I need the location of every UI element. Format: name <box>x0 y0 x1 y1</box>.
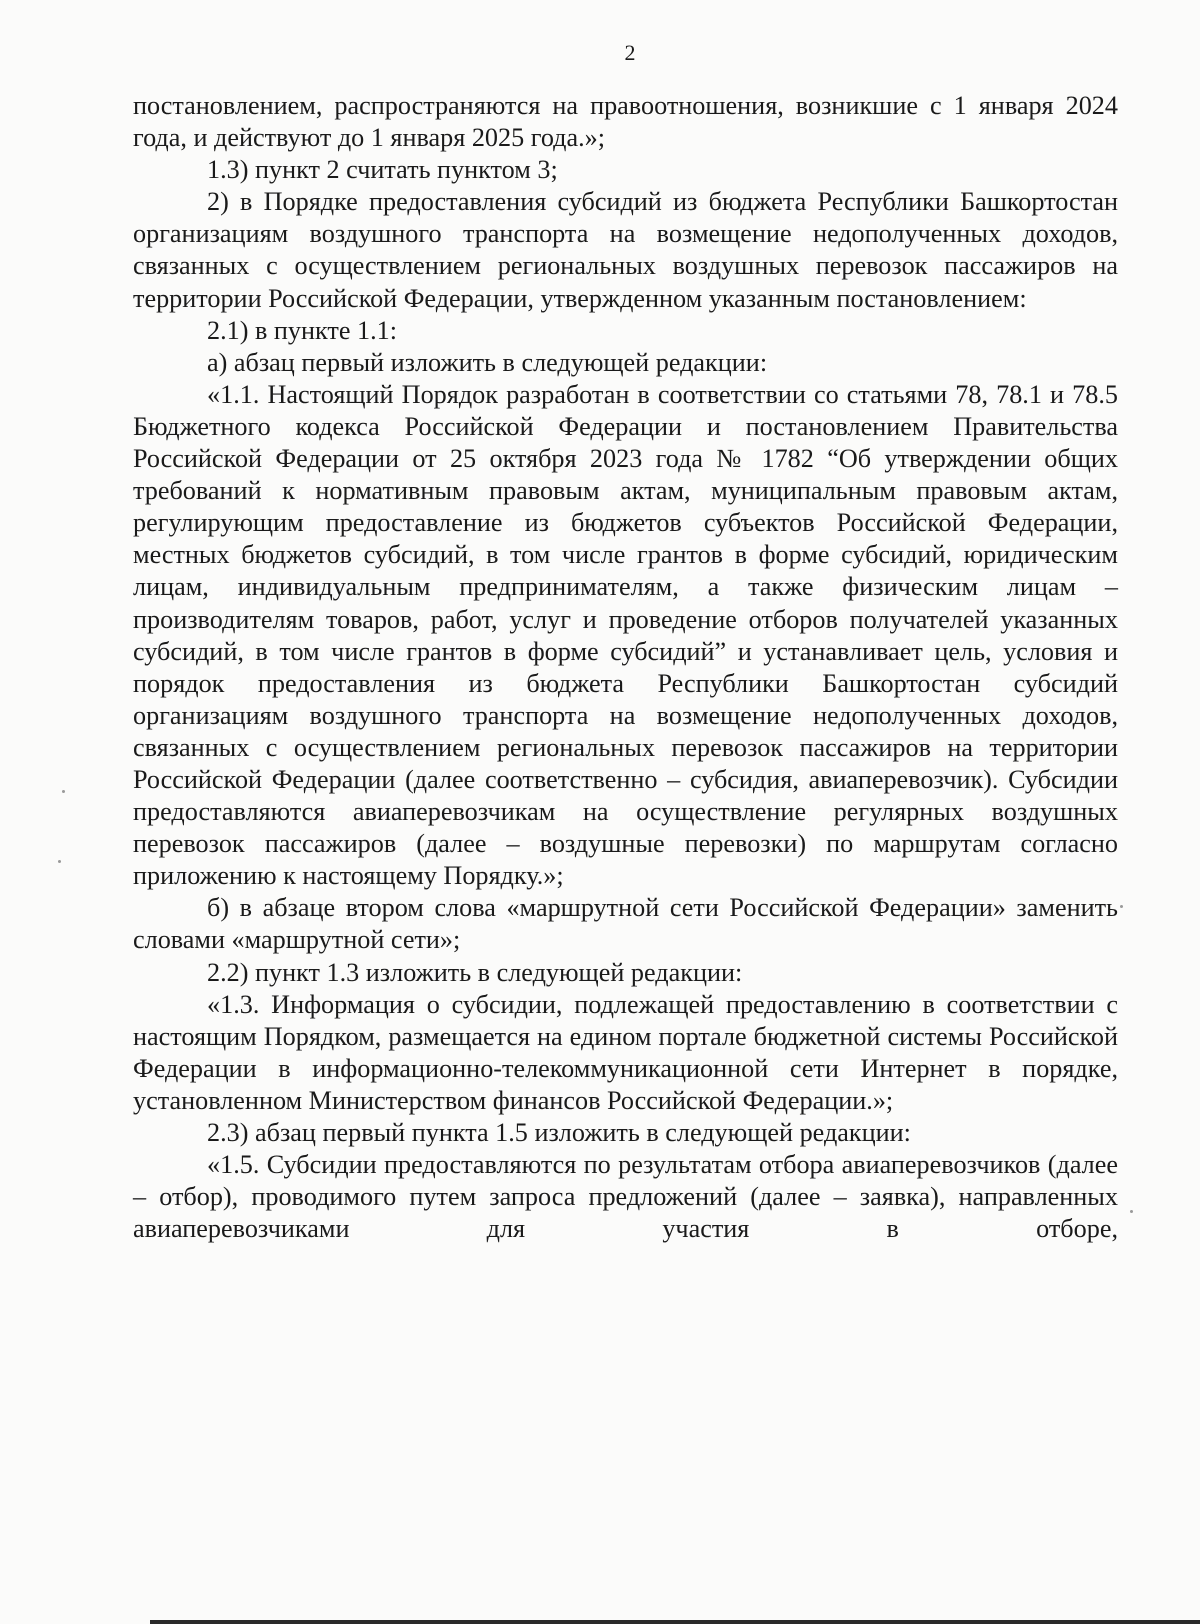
page-number: 2 <box>624 40 636 65</box>
document-body <box>133 90 1118 1245</box>
paragraph-item-2: 2) в Порядке предоставления субсидий из бюджета Республики Башкортостан организациям воздушного транспорта на возмещение недополученных доходов, связанных с осуществлением региональных воздушных перевозок пассажиров на территории Российской Федерации, утвержденном указанным постановлением: <box>133 187 1118 313</box>
paragraph-subitem-a: а) абзац первый изложить в следующей редакции: <box>207 347 768 377</box>
paragraph-subitem-b: б) в абзаце втором слова «маршрутной сети Российской Федерации» заменить словами «маршрутной сети»; <box>133 893 1118 955</box>
scan-speck <box>62 790 65 793</box>
paragraph-item-2-2: 2.2) пункт 1.3 изложить в следующей редакции: <box>207 957 743 987</box>
scan-speck <box>1120 905 1123 908</box>
paragraph-item-1-3: 1.3) пункт 2 считать пунктом 3; <box>207 155 558 185</box>
scan-speck <box>1130 1210 1133 1213</box>
paragraph-quote-1-5: «1.5. Субсидии предоставляются по результатам отбора авиаперевозчиков (далее – отбор), проводимого путем запроса предложений (далее – заявка), направленных авиаперевозчиками для участия в отборе, <box>133 1150 1118 1244</box>
scan-speck <box>58 860 61 863</box>
page-bottom-edge <box>150 1620 1200 1624</box>
paragraph-item-2-1: 2.1) в пункте 1.1: <box>207 315 398 345</box>
paragraph-item-2-3: 2.3) абзац первый пункта 1.5 изложить в следующей редакции: <box>207 1118 911 1147</box>
paragraph-quote-1-3: «1.3. Информация о субсидии, подлежащей предоставлению в соответствии с настоящим Порядком, размещается на едином портале бюджетной системы Российской Федерации в информационно-телекоммуникационной сети Интернет в порядке, установленном Министерством финансов Российской Федерации.»; <box>133 989 1118 1115</box>
paragraph-continuation: постановлением, распространяются на правоотношения, возникшие с 1 января 2024 года, и действуют до 1 января 2025 года.»; <box>133 91 1118 153</box>
paragraph-quote-1-1: «1.1. Настоящий Порядок разработан в соответствии со статьями 78, 78.1 и 78.5 Бюджетного кодекса Российской Федерации и постановлением Правительства Российской Федерации от 25 октября 2023 года № 1782 “Об утверждении общих требований к нормативным правовым актам, муниципальным правовым актам, регулирующим предоставление из бюджетов субъектов Российской Федерации, местных бюджетов субсидий, в том числе грантов в форме субсидий, юридическим лицам, индивидуальным предпринимателям, а также физическим лицам – производителям товаров, работ, услуг и проведение отборов получателей указанных субсидий, в том числе грантов в форме субсидий” и устанавливает цель, условия и порядок предоставления из бюджета Республики Башкортостан субсидий организациям воздушного транспорта на возмещение недополученных доходов, связанных с осуществлением региональных перевозок пассажиров на территории Российской Федерации (далее соответственно – субсидия, авиаперевозчик). Субсидии предоставляются авиаперевозчикам на осуществление регулярных воздушных перевозок пассажиров (далее – воздушные перевозки) по маршрутам согласно приложению к настоящему Порядку.»; <box>133 379 1118 891</box>
